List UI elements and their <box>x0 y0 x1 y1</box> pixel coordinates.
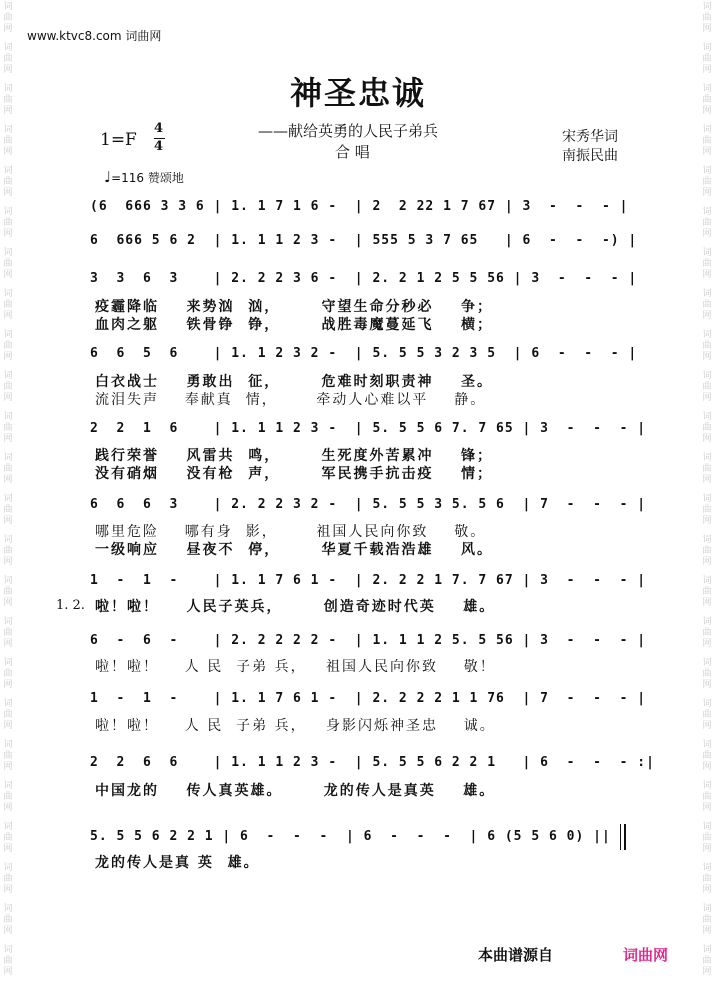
lyric-line: 疫霾降临 来势汹 汹， 守望生命分秒必 争； <box>95 299 493 315</box>
lyric-line: 啦！啦！ 人民子英兵， 创造奇迹时代英 雄。 <box>95 599 496 615</box>
score-line: 2 2 1 6 | 1. 1 1 2 3 - | 5. 5 5 6 7. 7 65 | 3 - - - | <box>90 421 647 436</box>
watermark-glyph: 词 曲 网 <box>3 84 13 116</box>
watermark-glyph: 词 曲 网 <box>3 781 13 813</box>
watermark-glyph: 词 曲 网 <box>702 863 712 895</box>
site-name[interactable]: 词曲网 <box>125 29 162 43</box>
quarter-note-icon: ♩ <box>104 168 112 186</box>
watermark-glyph: 词 曲 网 <box>702 43 712 75</box>
watermark-glyph: 词 曲 网 <box>3 822 13 854</box>
watermark-glyph: 词 曲 网 <box>3 166 13 198</box>
watermark-glyph: 词 曲 网 <box>3 412 13 444</box>
performance-type: 合 唱 <box>335 143 370 161</box>
watermark-glyph: 词 曲 网 <box>3 658 13 690</box>
lyricist-credit: 宋秀华词 <box>562 129 618 145</box>
footer-brand-link[interactable]: 词曲网 <box>623 946 669 964</box>
composer-credit: 南振民曲 <box>562 148 618 164</box>
watermark-glyph: 词 曲 网 <box>702 658 712 690</box>
score-line: 2 2 6 6 | 1. 1 1 2 3 - | 5. 5 5 6 2 2 1 | 6 - - - :| <box>90 755 655 770</box>
watermark-glyph: 词 曲 网 <box>702 781 712 813</box>
song-subtitle: ——献给英勇的人民子弟兵 <box>258 122 439 140</box>
watermark-glyph: 词 曲 网 <box>702 904 712 936</box>
tempo-value: =116 <box>111 171 145 185</box>
watermark-glyph: 词 曲 网 <box>702 2 712 34</box>
final-barline-thin <box>620 824 621 850</box>
score-line: 6 6 6 3 | 2. 2 2 3 2 - | 5. 5 5 3 5. 5 6 | 7 - - - | <box>90 497 647 512</box>
site-url[interactable]: www.ktvc8.com <box>27 29 122 43</box>
lyric-line: 流泪失声 奉献真 情， 牵动人心难以平 静。 <box>95 392 487 408</box>
site-header[interactable] <box>27 27 161 44</box>
watermark-glyph: 词 曲 网 <box>3 699 13 731</box>
watermark-glyph: 词 曲 网 <box>3 125 13 157</box>
score-line: 1 - 1 - | 1. 1 7 6 1 - | 2. 2 2 1 7. 7 67 | 3 - - - | <box>90 573 647 588</box>
score-line: 6 666 5 6 2 | 1. 1 1 2 3 - | 555 5 3 7 65 | 6 - - -) | <box>90 233 638 248</box>
watermark-glyph: 词 曲 网 <box>3 945 13 977</box>
watermark-glyph: 词 曲 网 <box>702 576 712 608</box>
watermark-glyph: 词 曲 网 <box>3 863 13 895</box>
lyric-line: 践行荣誉 风雷共 鸣， 生死度外苦累冲 锋； <box>95 448 493 464</box>
tempo-marking <box>104 168 184 186</box>
watermark-glyph: 词 曲 网 <box>702 617 712 649</box>
watermark-glyph: 词 曲 网 <box>702 945 712 977</box>
lyric-line: 没有硝烟 没有枪 声， 军民携手抗击疫 情； <box>95 466 493 482</box>
watermark-glyph: 词 曲 网 <box>702 740 712 772</box>
watermark-glyph: 词 曲 网 <box>3 617 13 649</box>
lyric-line: 啦！啦！ 人 民 子弟 兵， 身影闪烁神圣忠 诚。 <box>95 718 496 734</box>
watermark-glyph: 词 曲 网 <box>3 576 13 608</box>
volta-marking: 1. 2. <box>56 598 85 613</box>
footer-source-label: 本曲谱源自 <box>478 946 554 964</box>
score-line: 3 3 6 3 | 2. 2 2 3 6 - | 2. 2 1 2 5 5 56 | 3 - - - | <box>90 271 638 286</box>
watermark-glyph: 词 曲 网 <box>702 535 712 567</box>
score-line: 5. 5 5 6 2 2 1 | 6 - - - | 6 - - - | 6 (5 5 6 0) || <box>90 829 611 844</box>
watermark-glyph: 词 曲 网 <box>702 494 712 526</box>
lyric-line: 哪里危险 哪有身 影， 祖国人民向你致 敬。 <box>95 524 487 540</box>
score-line: (6 666 3 3 6 | 1. 1 7 1 6 - | 2 2 22 1 7 67 | 3 - - - | <box>90 199 629 214</box>
watermark-glyph: 词 曲 网 <box>3 740 13 772</box>
watermark-glyph: 词 曲 网 <box>702 166 712 198</box>
watermark-glyph: 词 曲 网 <box>702 371 712 403</box>
watermark-glyph: 词 曲 网 <box>702 822 712 854</box>
final-barline <box>624 824 626 850</box>
lyric-line: 中国龙的 传人真英雄。 龙的传人是真英 雄。 <box>95 783 496 799</box>
watermark-glyph: 词 曲 网 <box>702 125 712 157</box>
watermark-glyph: 词 曲 网 <box>3 330 13 362</box>
score-line: 6 6 5 6 | 1. 1 2 3 2 - | 5. 5 5 3 2 3 5 | 6 - - - | <box>90 346 638 361</box>
lyric-line: 白衣战士 勇敢出 征， 危难时刻职责神 圣。 <box>95 374 493 390</box>
time-signature-bottom: 4 <box>154 139 164 154</box>
watermark-glyph: 词 曲 网 <box>702 248 712 280</box>
watermark-glyph: 词 曲 网 <box>702 84 712 116</box>
expression-mark: 赞颂地 <box>147 171 184 185</box>
watermark-glyph: 词 曲 网 <box>3 43 13 75</box>
watermark-glyph: 词 曲 网 <box>3 904 13 936</box>
lyric-line: 龙的传人是真 英 雄。 <box>95 855 260 871</box>
score-line: 6 - 6 - | 2. 2 2 2 2 - | 1. 1 1 2 5. 5 56 | 3 - - - | <box>90 633 647 648</box>
watermark-glyph: 词 曲 网 <box>702 330 712 362</box>
song-title: 神圣忠诚 <box>289 74 426 112</box>
watermark-glyph: 词 曲 网 <box>3 453 13 485</box>
watermark-glyph: 词 曲 网 <box>3 535 13 567</box>
score-line: 1 - 1 - | 1. 1 7 6 1 - | 2. 2 2 2 1 1 76 | 7 - - - | <box>90 691 647 706</box>
watermark-glyph: 词 曲 网 <box>3 371 13 403</box>
watermark-glyph: 词 曲 网 <box>702 207 712 239</box>
watermark-glyph: 词 曲 网 <box>702 412 712 444</box>
watermark-glyph: 词 曲 网 <box>3 248 13 280</box>
key-signature: 1=F <box>100 130 137 150</box>
watermark-glyph: 词 曲 网 <box>702 453 712 485</box>
lyric-line: 血肉之躯 铁骨铮 铮， 战胜毒魔蔓延飞 横； <box>95 317 493 333</box>
watermark-glyph: 词 曲 网 <box>3 207 13 239</box>
watermark-glyph: 词 曲 网 <box>702 699 712 731</box>
lyric-line: 啦！啦！ 人 民 子弟 兵， 祖国人民向你致 敬！ <box>95 659 496 675</box>
watermark-glyph: 词 曲 网 <box>702 289 712 321</box>
time-signature-top: 4 <box>154 121 164 136</box>
watermark-glyph: 词 曲 网 <box>3 289 13 321</box>
watermark-glyph: 词 曲 网 <box>3 2 13 34</box>
lyric-line: 一级响应 昼夜不 停， 华夏千载浩浩雄 风。 <box>95 542 493 558</box>
watermark-glyph: 词 曲 网 <box>3 494 13 526</box>
